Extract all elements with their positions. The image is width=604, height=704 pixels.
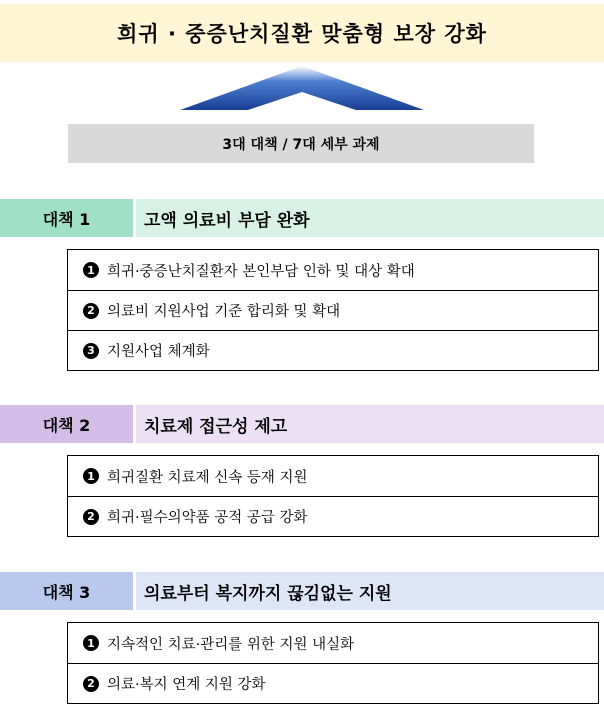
list-item <box>68 330 598 370</box>
subtitle-bar <box>68 124 534 163</box>
list-item <box>68 290 598 330</box>
number-badge: 1 <box>83 262 99 278</box>
number-badge: 2 <box>83 509 99 525</box>
item-text: 희귀·중증난치질환자 본인부담 인하 및 대상 확대 <box>107 263 415 280</box>
subtitle-text: 3대 대책 / 7대 세부 과제 <box>222 136 380 153</box>
list-item <box>68 250 598 290</box>
section-1-items <box>67 249 599 371</box>
item-text: 의료비 지원사업 기준 합리화 및 확대 <box>107 304 341 320</box>
main-title-banner <box>0 4 604 62</box>
item-text: 의료·복지 연계 지원 강화 <box>107 677 266 693</box>
item-text: 희귀·필수의약품 공적 공급 강화 <box>107 510 308 526</box>
section-2-title: 치료제 접근성 제고 <box>136 405 604 443</box>
item-text: 희귀질환 치료제 신속 등재 지원 <box>107 469 308 486</box>
list-item <box>68 623 598 663</box>
section-1-header <box>0 199 604 237</box>
section-2-tag: 대책 2 <box>0 405 133 443</box>
section-3-header <box>0 572 604 610</box>
section-3-title: 의료부터 복지까지 끊김없는 지원 <box>136 572 604 610</box>
list-item <box>68 456 598 496</box>
number-badge: 1 <box>83 468 99 484</box>
section-2-items <box>67 455 599 537</box>
list-item <box>68 496 598 536</box>
item-text: 지원사업 체계화 <box>107 344 210 360</box>
number-badge: 2 <box>83 303 99 319</box>
up-arrow-icon <box>180 66 424 114</box>
item-text: 지속적인 치료·관리를 위한 지원 내실화 <box>107 636 355 653</box>
section-2-header <box>0 405 604 443</box>
main-title: 희귀 · 중증난치질환 맞춤형 보장 강화 <box>117 22 487 46</box>
section-1-tag: 대책 1 <box>0 199 133 237</box>
section-1-title: 고액 의료비 부담 완화 <box>136 199 604 237</box>
section-3-items <box>67 622 599 704</box>
number-badge: 2 <box>83 676 99 692</box>
list-item <box>68 663 598 703</box>
number-badge: 1 <box>83 635 99 651</box>
section-3-tag: 대책 3 <box>0 572 133 610</box>
number-badge: 3 <box>83 343 99 359</box>
